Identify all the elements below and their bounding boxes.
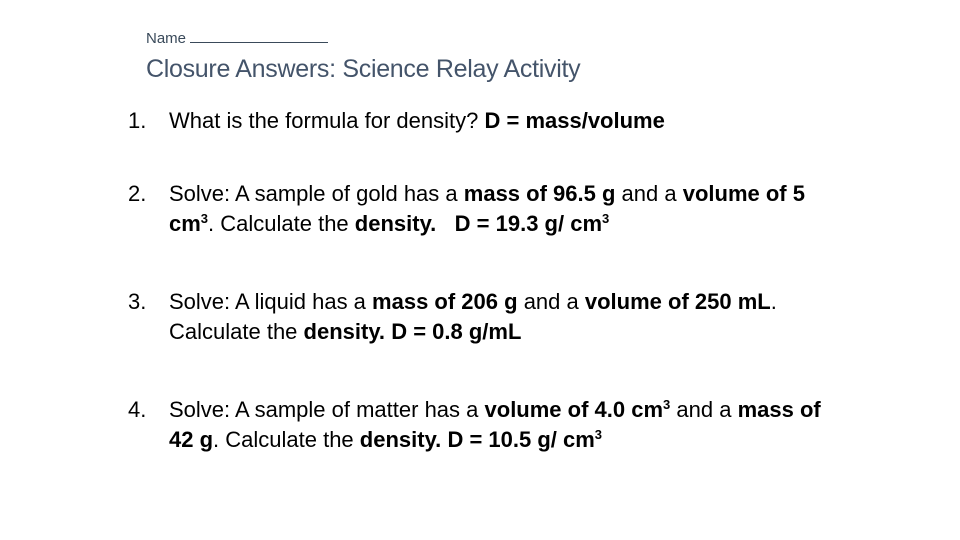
name-label: Name <box>146 30 187 47</box>
calculate-text: . Calculate the <box>169 289 777 344</box>
answer-text: D = mass/volume <box>484 108 665 133</box>
mass-value: mass of 42 g <box>169 397 821 452</box>
connector-text: and a <box>621 181 677 206</box>
density-word: density. <box>359 427 442 452</box>
calculate-text: . Calculate the <box>208 211 349 236</box>
list-item <box>128 106 828 136</box>
connector-text: and a <box>523 289 579 314</box>
question-text: What is the formula for density? <box>169 108 479 133</box>
item-number: 4. <box>128 397 147 422</box>
question-prefix: Solve: A liquid has a <box>169 289 366 314</box>
volume-value: volume of 4.0 $cm^3$ <box>484 397 671 422</box>
density-word: density. <box>354 211 437 236</box>
mass-value: mass of 206 g <box>372 289 518 314</box>
name-blank-line <box>190 30 328 43</box>
question-prefix: Solve: A sample of matter has a <box>169 397 479 422</box>
item-number: 1. <box>128 108 147 133</box>
connector-text: and a <box>676 397 732 422</box>
name-field <box>146 30 328 47</box>
item-number: 2. <box>128 181 147 206</box>
volume-value: volume of 5 $cm^3$ <box>169 181 805 236</box>
answer-text: D = 0.8 g/mL <box>391 319 522 344</box>
density-word: density. <box>303 319 386 344</box>
answer-text: D = 19.3 g/ $cm^3$ <box>454 211 610 236</box>
answer-text: D = 10.5 g/ $cm^3$ <box>447 427 603 452</box>
item-number: 3. <box>128 289 147 314</box>
list-item <box>128 179 828 239</box>
mass-value: mass of 96.5 g <box>463 181 616 206</box>
calculate-text: . Calculate the <box>213 427 354 452</box>
question-prefix: Solve: A sample of gold has a <box>169 181 458 206</box>
list-item <box>128 287 828 347</box>
page-title: Closure Answers: Science Relay Activity <box>146 55 581 83</box>
answer-list <box>128 106 828 455</box>
volume-value: volume of 250 mL <box>584 289 771 314</box>
list-item <box>128 395 828 455</box>
